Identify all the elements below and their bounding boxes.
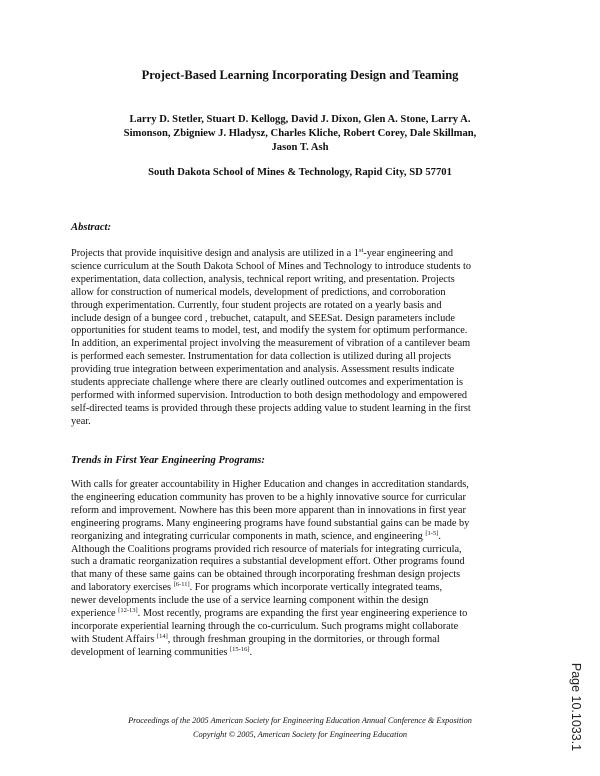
abstract-body [71,248,531,429]
text-fragment: Projects that provide inquisitive design and analysis are utilized in a 1 [71,248,359,259]
text-fragment: reorganizing and integrating curricular components in math, science, and engineering [71,530,426,542]
abstract-line: include design of a bungee cord , trebuchet, catapult, and SEESat. Design parameters include [71,312,456,324]
text-fragment: . For programs which incorporate vertically integrated teams, [189,582,443,594]
abstract-heading: Abstract: [71,222,112,233]
trends-line: reform and improvement. Nowhere has this been more apparent than in innovations in first year [71,504,466,516]
trends-line: that many of these same gains can be obtained through incorporating freshman design projects [71,569,461,581]
abstract-line [71,248,531,261]
abstract-line: students appreciate challenge where there are clearly outlined outcomes and experimentation is [71,377,463,389]
trends-line: such a dramatic reorganization requires a substantial development effort. Other programs found [71,556,465,568]
citation-superscript: [6-11] [173,581,190,589]
trends-line [71,531,531,544]
abstract-line: opportunities for student teams to model, test, and modify the system for optimum performance. [71,325,468,337]
trends-line: incorporate experiential learning through the co-curriculum. Such programs might collaborate [71,620,459,632]
footer-copyright: Copyright © 2005, American Society for Engineering Education [192,730,407,739]
text-fragment: development of learning communities [71,646,230,658]
abstract-line: providing true integration between experimentation and analysis. Assessment results indicate [71,364,455,376]
trends-heading: Trends in First Year Engineering Programs: [71,455,265,466]
text-fragment: . [249,646,253,658]
citation-superscript: [12-13] [118,607,138,615]
trends-line [71,608,531,621]
trends-line: newer developments include the use of a service learning component within the design [71,595,429,607]
text-fragment: and laboratory exercises [71,582,174,594]
citation-superscript: [15-16] [230,645,250,653]
trends-line [71,647,531,660]
abstract-line: science curriculum at the South Dakota School of Mines and Technology to introduce students to [71,260,472,272]
abstract-line: In addition, an experimental project involving the measurement of vibration of a cantilever beam [71,338,471,350]
trends-line [71,582,531,595]
paper-title: Project-Based Learning Incorporating Design and Teaming [141,68,459,82]
abstract-line: year. [71,415,91,427]
trends-line [71,634,531,647]
author-list: Larry D. Stetler, Stuart D. Kellogg, David J. Dixon, Glen A. Stone, Larry A. Simonson, Zbigniew J. Hladysz, Charles Kliche, Robert Corey, Dale Skillman, Jason T. Ash [123,114,477,153]
trends-line: With calls for greater accountability in Higher Education and changes in accreditation standards, [71,479,469,490]
citation-superscript: [1-5] [425,529,439,537]
text-fragment: with Student Affairs [71,633,157,645]
page-number-stamp: Page 10.1033.1 [569,662,584,752]
trends-line: engineering programs. Many engineering programs have found substantial gains can be made by [71,517,470,529]
abstract-line: self-directed teams is provided through these projects adding value to student learning in the first [71,402,471,414]
abstract-line: is performed each semester. Instrumentation for data collection is utilized during all projects [71,351,452,363]
trends-line: the engineering education community has proven to be a highly innovative source for curricular [71,491,466,503]
abstract-line: through experimentation. Currently, four student projects are rotated on a yearly basis and [71,299,442,311]
text-fragment: -year engineering and [363,248,454,259]
footer-proceedings: Proceedings of the 2005 American Society for Engineering Education Annual Conference & Exposition [128,716,472,725]
abstract-line: allow for construction of numerical models, development of predictions, and corroboration [71,286,446,298]
citation-superscript: st [358,247,364,254]
text-fragment: experience [71,608,119,620]
citation-superscript: [14] [156,632,168,640]
text-fragment: . [438,530,441,542]
abstract-line: performed with informed supervision. Introduction to both design methodology and empowered [71,389,468,401]
text-fragment: , through freshman grouping in the dormitories, or through formal [167,633,440,645]
affiliation: South Dakota School of Mines & Technology, Rapid City, SD 57701 [148,167,452,178]
abstract-line: experimentation, data collection, analysis, technical report writing, and presentation. Projects [71,273,455,285]
text-fragment: . Most recently, programs are expanding the first year engineering experience to [137,608,468,620]
trends-body [71,479,531,660]
trends-line: Although the Coalitions programs provided rich resource of materials for integrating curricula, [71,543,462,555]
